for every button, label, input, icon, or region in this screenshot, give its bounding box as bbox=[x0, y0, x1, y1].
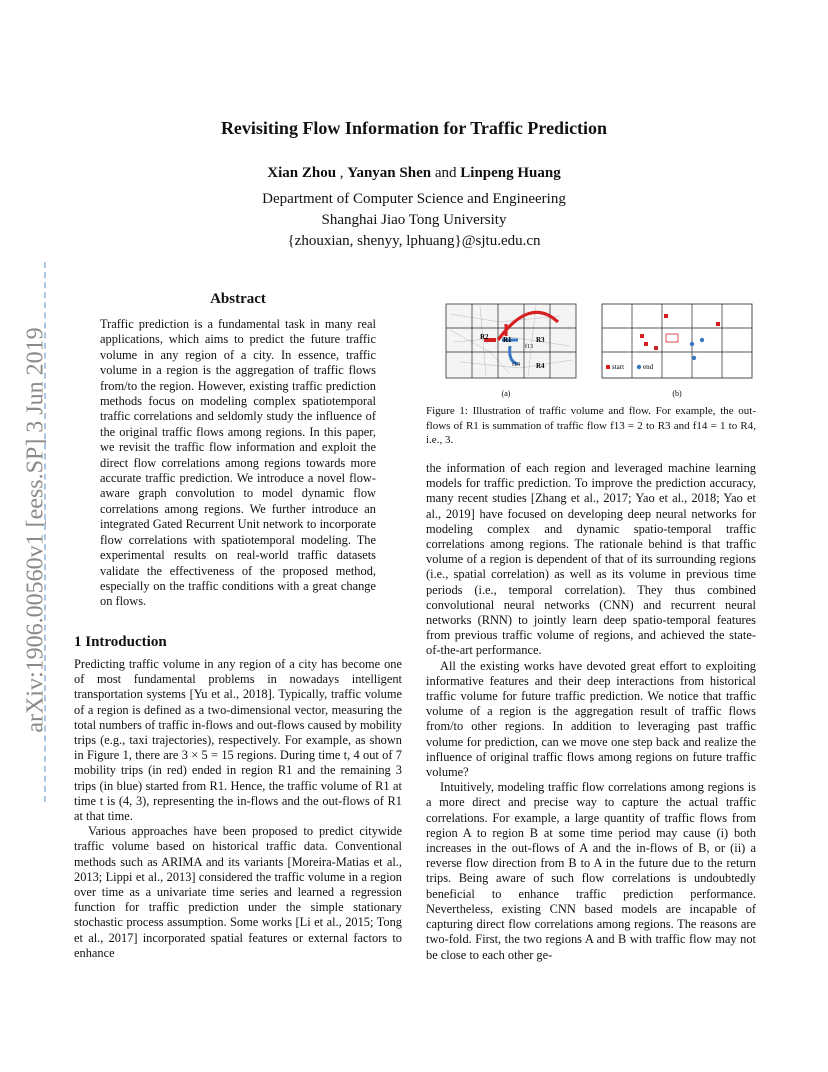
author-emails: {zhouxian, shenyy, lphuang}@sjtu.edu.cn bbox=[287, 233, 541, 249]
figure-1-caption: Figure 1: Illustration of traffic volume and flow. For example, the out-flows of R1 is summation of traffic flow f13 = 2 to R3 and f14 = 1 to R4, i.e., 3. bbox=[426, 405, 756, 446]
paragraph: the information of each region and leveraged machine learning models for traffic prediction. To improve the prediction accuracy, many recent studies [Zhang et al., 2017; Yao et al., 2018; Yao et al., 2019] have focused on developing deep neural networks for modeling complex and dynamic spatio-temporal traffic correlations among regions. The rationale behind is that traffic volume of a region is dependent of that of its surrounding regions (i.e., spatial correlation) as well as its volume in previous time periods (i.e., temporal correlation). They thus combined convolutional neural networks (CNN) and recurrent neural networks (RNN) to jointly learn deep spatio-temporal features from previous traffic volume of regions, and achieved the state-of-the-art performance. bbox=[426, 461, 756, 658]
flow-label: f13 bbox=[525, 344, 533, 350]
figure-1a-map bbox=[446, 304, 576, 378]
legend-end: end bbox=[643, 363, 654, 371]
paragraph: All the existing works have devoted great effort to exploiting informative features and their deep interactions from historical traffic volume for future traffic prediction. We notice that traffic volume of a region is the aggregation result of traffic flows from/to other regions. In addition to leveraging past traffic volume for prediction, can we move one step back and realize the influence of original traffic flows among regions on future traffic volume? bbox=[426, 658, 756, 780]
author-separator: and bbox=[431, 165, 461, 181]
figure-1b-grid bbox=[602, 304, 752, 378]
author-name: Yanyan Shen bbox=[347, 165, 432, 181]
arxiv-stamp bbox=[16, 260, 56, 800]
arxiv-stamp-dashes bbox=[44, 262, 46, 802]
figure-1b-label: (b) bbox=[672, 389, 682, 398]
affiliation-department: Department of Computer Science and Engineering bbox=[262, 191, 566, 207]
region-label: R4 bbox=[536, 362, 545, 370]
intro-left-column bbox=[74, 657, 402, 961]
region-label: R3 bbox=[536, 336, 545, 344]
paragraph: Various approaches have been proposed to predict citywide traffic volume based on historical traffic data. Conventional methods such as ARIMA and its variants [Moreira-Matias et al., 2013; Lippi et al., 2013] considered the traffic volume in a region over time as a univariate time series and learned a regression function for traffic prediction under the simple stationary stochastic process assumption. Some works [Li et al., 2015; Tong et al., 2017] incorporated spatial features or external factors to enhance bbox=[74, 824, 402, 960]
legend-start: start bbox=[612, 363, 625, 371]
region-label: R1 bbox=[503, 336, 512, 344]
figure-1 bbox=[440, 302, 758, 400]
figure-1a-label: (a) bbox=[501, 389, 511, 398]
affiliation-block bbox=[0, 189, 828, 252]
intro-right-column bbox=[426, 461, 756, 963]
affiliation-university: Shanghai Jiao Tong University bbox=[321, 212, 507, 228]
paragraph: Predicting traffic volume in any region of a city has become one of most fundamental problems in nowadays intelligent transportation systems [Yu et al., 2018]. Typically, traffic volume of a region is defined as a two-dimensional vector, measuring the total numbers of traffic in-flows and out-flows caused by mobility trips (e.g., taxi trajectories), respectively. For example, as shown in Figure 1, there are 3 × 5 = 15 regions. During time t, 4 out of 7 mobility trips (in red) ended in region R1 and the remaining 3 trips (in blue) started from R1. Hence, the traffic volume of R1 at time t is (4, 3), representing the in-flows and the out-flows of R1 at that time. bbox=[74, 657, 402, 824]
flow-label: f14 bbox=[512, 362, 520, 368]
arxiv-stamp-text: arXiv:1906.00560v1 [eess.SP] 3 Jun 2019 bbox=[22, 327, 49, 733]
paper-title: Revisiting Flow Information for Traffic Prediction bbox=[220, 118, 608, 138]
paragraph: Intuitively, modeling traffic flow correlations among regions is a more direct and precise way to capture the actual traffic correlations. For example, a large quantity of traffic flows from region A to region B at some time period may cause (i) both increases in the out-flows of A and the in-flows of B, or (ii) a reverse flow direction from B to A in the future due to the return trips. Being aware of such flow correlations is undoubtedly beneficial to enhance traffic prediction performance. Nevertheless, existing CNN based models are incapable of capturing direct flow correlations among regions. The reasons are two-fold. First, the two regions A and B with traffic flow may not be close to each other ge- bbox=[426, 780, 756, 962]
author-name: Linpeng Huang bbox=[460, 165, 561, 181]
author-separator: , bbox=[336, 165, 348, 181]
author-list bbox=[0, 165, 828, 182]
section-heading-introduction: 1 Introduction bbox=[74, 634, 167, 650]
region-label: R2 bbox=[480, 333, 489, 341]
abstract-heading: Abstract bbox=[210, 291, 266, 307]
author-name: Xian Zhou bbox=[267, 165, 337, 181]
abstract-text: Traffic prediction is a fundamental task in many real applications, which aims to predict the future traffic volume in any region of a city. In essence, traffic volume in a region is the aggregation of traffic flows from/to the region. However, existing traffic prediction methods focus on modeling complex spatiotemporal traffic correlations and seldomly study the influence of the original traffic flows among regions. In this paper, we revisit the traffic flow information and exploit the direct flow correlations among regions towards more accurate traffic prediction. We introduce a novel flow-aware graph convolution to model dynamic flow correlations among regions. We further introduce an integrated Gated Recurrent Unit network to incorporate flow correlations with spatiotemporal modeling. The experimental results on real-world traffic datasets validate the effectiveness of the proposed method, especially on the traffic conditions with a great change on flows. bbox=[100, 317, 376, 609]
